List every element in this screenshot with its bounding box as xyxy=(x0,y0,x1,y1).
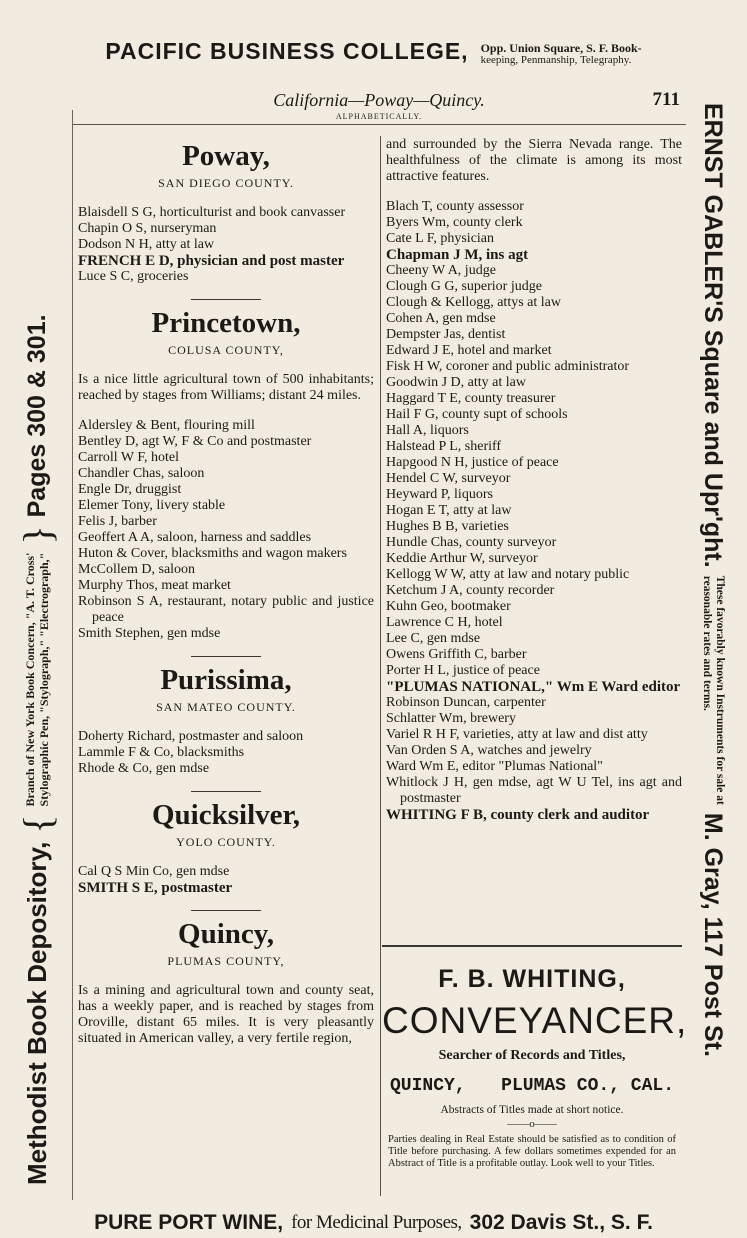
directory-entry: Lawrence C H, hotel xyxy=(386,615,503,630)
town-heading-purissima: Purissima, xyxy=(160,664,292,696)
directory-entry: Ward Wm E, editor "Plumas National" xyxy=(386,759,603,774)
directory-entry: Luce S C, groceries xyxy=(78,269,189,284)
directory-entry: Felis J, barber xyxy=(78,514,157,529)
directory-entry: Blaisdell S G, horticulturist and book canvasser xyxy=(78,205,346,220)
directory-entry: Carroll W F, hotel xyxy=(78,450,180,465)
directory-entry: Bentley D, agt W, F & Co and postmaster xyxy=(78,434,312,449)
directory-entry: Keddie Arthur W, surveyor xyxy=(386,551,538,566)
directory-entry: Doherty Richard, postmaster and saloon xyxy=(78,729,304,744)
poway-entries xyxy=(78,205,374,285)
directory-entry: Lammle F & Co, blacksmiths xyxy=(78,745,245,760)
directory-entry: WHITING F B, county clerk and auditor xyxy=(386,807,650,823)
town-heading-poway: Poway, xyxy=(182,140,270,172)
left-banner-pages: Pages 300 & 301. xyxy=(22,314,51,518)
county-subheading-purissima: SAN MATEO COUNTY. xyxy=(156,700,296,714)
directory-entry: Hall A, liquors xyxy=(386,423,469,438)
directory-entry: Blach T, county assessor xyxy=(386,199,524,214)
directory-entry: Murphy Thos, meat market xyxy=(78,578,231,593)
right-advertisement-banner xyxy=(685,103,741,1183)
section-divider xyxy=(191,910,261,911)
directory-entry: Ketchum J A, county recorder xyxy=(386,583,555,598)
ad-place-town: QUINCY, xyxy=(390,1076,466,1096)
county-subheading-poway: SAN DIEGO COUNTY. xyxy=(158,176,294,190)
town-heading-quicksilver: Quicksilver, xyxy=(152,799,300,831)
directory-entry: Goodwin J D, atty at law xyxy=(386,375,526,390)
directory-entry: SMITH S E, postmaster xyxy=(78,880,233,896)
left-banner-line2: Stylographic Pen, "Stylograph," "Electrograph," xyxy=(37,552,51,807)
bottom-banner-middle: for Medicinal Purposes, xyxy=(291,1212,462,1233)
directory-entry: Aldersley & Bent, flouring mill xyxy=(78,418,255,433)
directory-entry: Dodson N H, atty at law xyxy=(78,237,215,252)
section-divider xyxy=(191,656,261,657)
ad-tagline: Searcher of Records and Titles, xyxy=(438,1048,626,1063)
right-banner-details xyxy=(700,576,726,805)
directory-entry: Cohen A, gen mdse xyxy=(386,311,496,326)
directory-entry: Byers Wm, county clerk xyxy=(386,215,523,230)
directory-entry: Edward J E, hotel and market xyxy=(386,343,552,358)
bottom-banner-left: PURE PORT WINE, xyxy=(94,1211,284,1234)
town-heading-princetown: Princetown, xyxy=(151,307,301,339)
running-title: California—Poway—Quincy. xyxy=(273,90,485,110)
directory-entry: Lee C, gen mdse xyxy=(386,631,481,646)
directory-entry: McCollem D, saloon xyxy=(78,562,196,577)
directory-entry: Huton & Cover, blacksmiths and wagon makers xyxy=(78,546,347,561)
county-subheading-princetown: COLUSA COUNTY, xyxy=(168,343,284,357)
directory-entry: Robinson Duncan, carpenter xyxy=(386,695,546,710)
directory-entry: Hogan E T, atty at law xyxy=(386,503,512,518)
ad-ornament: ——o—— xyxy=(507,1118,557,1130)
directory-entry: Kellogg W W, atty at law and notary public xyxy=(386,567,630,582)
directory-entry: Haggard T E, county treasurer xyxy=(386,391,556,406)
right-column xyxy=(386,137,682,823)
directory-entry: Cheeny W A, judge xyxy=(386,263,496,278)
page-left-rule xyxy=(72,110,73,1200)
town-heading-quincy: Quincy, xyxy=(178,918,274,950)
directory-entry: Rhode & Co, gen mdse xyxy=(78,761,210,776)
page-subtitle: ALPHABETICALLY. xyxy=(335,112,423,121)
bottom-banner-right: 302 Davis St., S. F. xyxy=(469,1211,653,1234)
ad-fine-print: Parties dealing in Real Estate should be satisfied as to condition of Title before purchasing. A few dollars sometimes expended for an Abstract of Title is a profitable outlay. Look well to your Titles. xyxy=(388,1134,676,1169)
bottom-advertisement-banner xyxy=(0,1208,747,1238)
right-banner-main: ERNST GABLER'S Square and Upr'ght. xyxy=(699,103,728,568)
county-subheading-quincy: PLUMAS COUNTY, xyxy=(167,954,285,968)
left-banner-line1: Branch of New York Book Concern, "A. T. Cross' xyxy=(23,552,37,807)
directory-entry: Fisk H W, coroner and public administrator xyxy=(386,359,630,374)
directory-entry: Halstead P L, sheriff xyxy=(386,439,502,454)
directory-entry: FRENCH E D, physician and post master xyxy=(78,253,345,269)
directory-entry: Variel R H F, varieties, atty at law and dist atty xyxy=(386,727,648,742)
directory-entry: Whitlock J H, gen mdse, agt W U Tel, ins agt and postmaster xyxy=(386,775,682,806)
right-banner-line2: reasonable rates and terms. xyxy=(701,575,713,711)
directory-entry: Hendel C W, surveyor xyxy=(386,471,511,486)
ad-name: F. B. WHITING, xyxy=(438,965,626,993)
left-banner-details xyxy=(23,553,51,807)
directory-entry: Schlatter Wm, brewery xyxy=(386,711,516,726)
directory-entry: Hundle Chas, county surveyor xyxy=(386,535,557,550)
purissima-entries xyxy=(78,729,374,777)
directory-entry: Van Orden S A, watches and jewelry xyxy=(386,743,592,758)
directory-entry: Clough & Kellogg, attys at law xyxy=(386,295,561,310)
princetown-entries xyxy=(78,418,374,642)
ad-place-county: PLUMAS CO., CAL. xyxy=(501,1076,674,1096)
whiting-advertisement xyxy=(382,945,688,1197)
top-advertisement-banner xyxy=(0,30,747,74)
section-divider xyxy=(191,299,261,300)
directory-entry: Elemer Tony, livery stable xyxy=(78,498,226,513)
directory-entry: Smith Stephen, gen mdse xyxy=(78,626,221,641)
quincy-description: Is a mining and agricultural town and county seat, has a weekly paper, and is reached by stages from Oroville, distant 65 miles. It is very pleasantly situated in American valley, a very fertile region, xyxy=(78,983,374,1046)
ad-place xyxy=(382,1076,682,1096)
directory-entry: Cal Q S Min Co, gen mdse xyxy=(78,864,230,879)
right-banner-line1: These favorably known Instruments for sale at xyxy=(714,575,726,805)
top-banner-line2: keeping, Penmanship, Telegraphy. xyxy=(480,54,632,66)
county-subheading-quicksilver: YOLO COUNTY. xyxy=(176,835,276,849)
left-banner-main: Methodist Book Depository, xyxy=(21,841,52,1185)
page-number: 711 xyxy=(652,89,680,110)
top-banner-line1: Opp. Union Square, S. F. Book- xyxy=(480,41,642,55)
directory-entry: Hail F G, county supt of schools xyxy=(386,407,568,422)
directory-entry: Heyward P, liquors xyxy=(386,487,493,502)
left-column xyxy=(78,137,374,1061)
directory-entry: Porter H L, justice of peace xyxy=(386,663,540,678)
directory-entry: Dempster Jas, dentist xyxy=(386,327,506,342)
ad-note: Abstracts of Titles made at short notice. xyxy=(440,1104,624,1116)
section-divider xyxy=(191,791,261,792)
ad-title: CONVEYANCER, xyxy=(382,1000,688,1041)
princetown-description: Is a nice little agricultural town of 500 inhabitants; reached by stages from Williams; distant 24 miles. xyxy=(78,372,374,403)
directory-entry: Robinson S A, restaurant, notary public and justice peace xyxy=(78,594,374,625)
directory-entry: Hapgood N H, justice of peace xyxy=(386,455,559,470)
top-banner-details xyxy=(481,42,642,66)
quincy-description-continued: and surrounded by the Sierra Nevada range. The healthfulness of the climate is among its most attractive features. xyxy=(386,137,682,184)
left-advertisement-banner: Methodist Book Depository, { Branch of New York Book Concern, "A. T. Cross' Stylographic Pen, "Stylograph," "Electrograph," } Pages 300 & 301. xyxy=(14,314,60,1185)
directory-entry: Chapin O S, nurseryman xyxy=(78,221,217,236)
column-divider xyxy=(380,136,381,1196)
directory-entry: Hughes B B, varieties xyxy=(386,519,509,534)
right-banner-address: M. Gray, 117 Post St. xyxy=(699,812,728,1057)
directory-entry: "PLUMAS NATIONAL," Wm E Ward editor xyxy=(386,679,681,695)
directory-entry: Kuhn Geo, bootmaker xyxy=(386,599,511,614)
quicksilver-entries xyxy=(78,864,374,896)
directory-entry: Engle Dr, druggist xyxy=(78,482,182,497)
directory-entry: Chapman J M, ins agt xyxy=(386,247,529,263)
directory-entry: Clough G G, superior judge xyxy=(386,279,542,294)
directory-entry: Owens Griffith C, barber xyxy=(386,647,527,662)
page-header xyxy=(72,89,686,125)
directory-entry: Geoffert A A, saloon, harness and saddles xyxy=(78,530,312,545)
directory-entry: Cate L F, physician xyxy=(386,231,495,246)
top-banner-main: PACIFIC BUSINESS COLLEGE, xyxy=(105,38,469,64)
quincy-entries xyxy=(386,199,682,823)
directory-entry: Chandler Chas, saloon xyxy=(78,466,205,481)
